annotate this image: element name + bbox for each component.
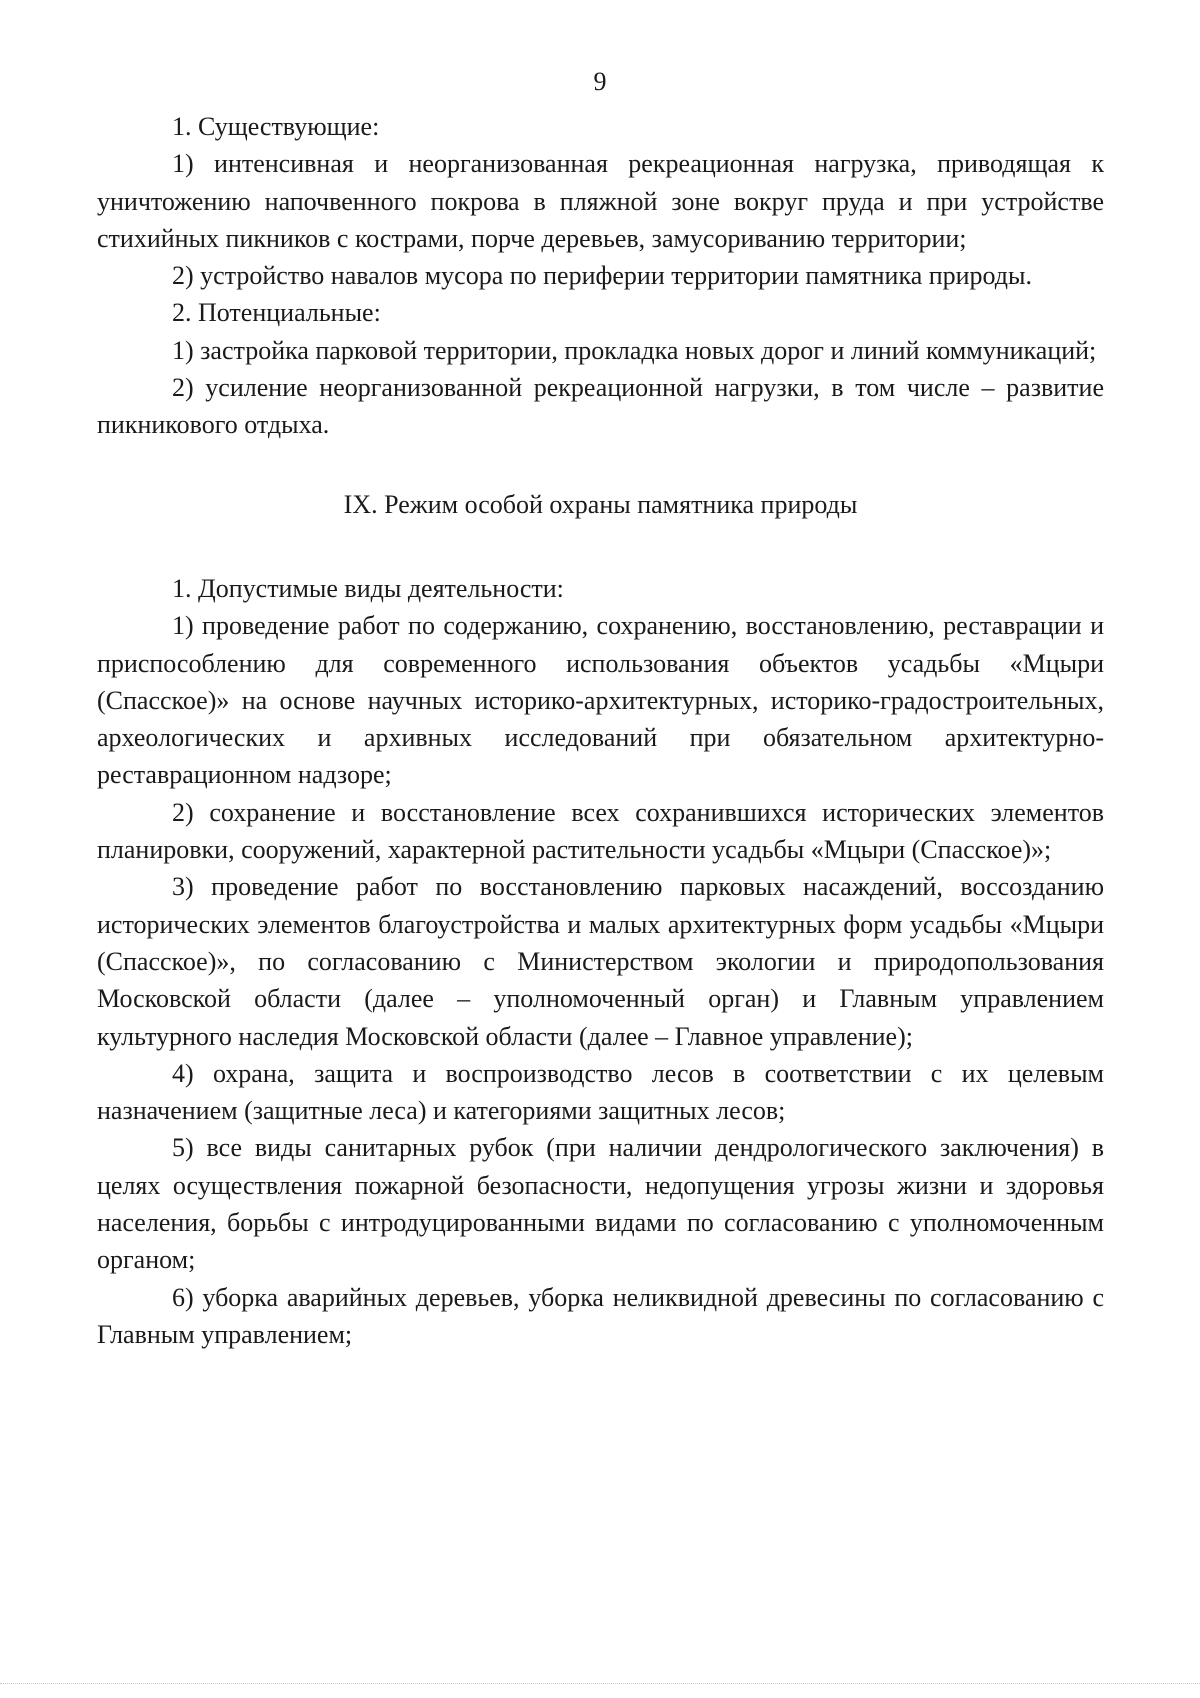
potential-threat-item: 1) застройка парковой территории, прокладка новых дорог и линий коммуникаций;	[172, 335, 1097, 365]
allowed-activity-item: 4) охрана, защита и воспроизводство лесов в соответствии с их целевым назначением (защитные леса) и категориями защитных лесов;	[97, 1058, 1104, 1126]
potential-threat-item: 2) усиление неорганизованной рекреационной нагрузки, в том числе – развитие пикникового отдыха.	[97, 373, 1104, 440]
existing-threats-heading: 1. Существующие:	[172, 112, 380, 141]
allowed-activity-item: 2) сохранение и восстановление всех сохранившихся исторических элементов планировки, сооружений, характерной растительности усадьбы «Мцыри (Спасское)»;	[97, 797, 1104, 865]
allowed-activity-item: 3) проведение работ по восстановлению парковых насаждений, воссозданию исторических элементов благоустройства и малых архитектурных форм усадьбы «Мцыри (Спасское)», по согласованию с Министерством экологии и природопользования Московской области (далее – уполномоченный орган) и Главным управлением культурного наследия Московской области (далее – Главное управление);	[97, 872, 1104, 1051]
document-body	[97, 108, 1104, 1353]
existing-threat-item: 2) устройство навалов мусора по периферии территории памятника природы.	[172, 261, 1033, 291]
page-number: 9	[593, 67, 607, 96]
allowed-activity-item: 5) все виды санитарных рубок (при наличии дендрологического заключения) в целях осуществления пожарной безопасности, недопущения угрозы жизни и здоровья населения, борьбы с интродуцированными видами по согласованию с уполномоченным органом;	[97, 1133, 1104, 1275]
section-title: IX. Режим особой охраны памятника природы	[343, 489, 858, 519]
scan-artifact-line	[0, 1683, 1200, 1684]
existing-threat-item: 1) интенсивная и неорганизованная рекреационная нагрузка, приводящая к уничтожению напочвенного покрова в пляжной зоне вокруг пруда и при устройстве стихийных пикников с кострами, порче деревьев, замусориванию территории;	[97, 149, 1104, 253]
allowed-activity-item: 1) проведение работ по содержанию, сохранению, восстановлению, реставрации и приспособлению для современного использования объектов усадьбы «Мцыри (Спасское)» на основе научных историко-архитектурных, историко-градостроительных, археологических и архивных исследований при обязательном архитектурно-реставрационном надзоре;	[97, 611, 1104, 790]
allowed-activities-heading: 1. Допустимые виды деятельности:	[172, 573, 564, 603]
potential-threats-heading: 2. Потенциальные:	[172, 298, 381, 328]
allowed-activity-item: 6) уборка аварийных деревьев, уборка неликвидной древесины по согласованию с Главным управлением;	[97, 1282, 1104, 1349]
